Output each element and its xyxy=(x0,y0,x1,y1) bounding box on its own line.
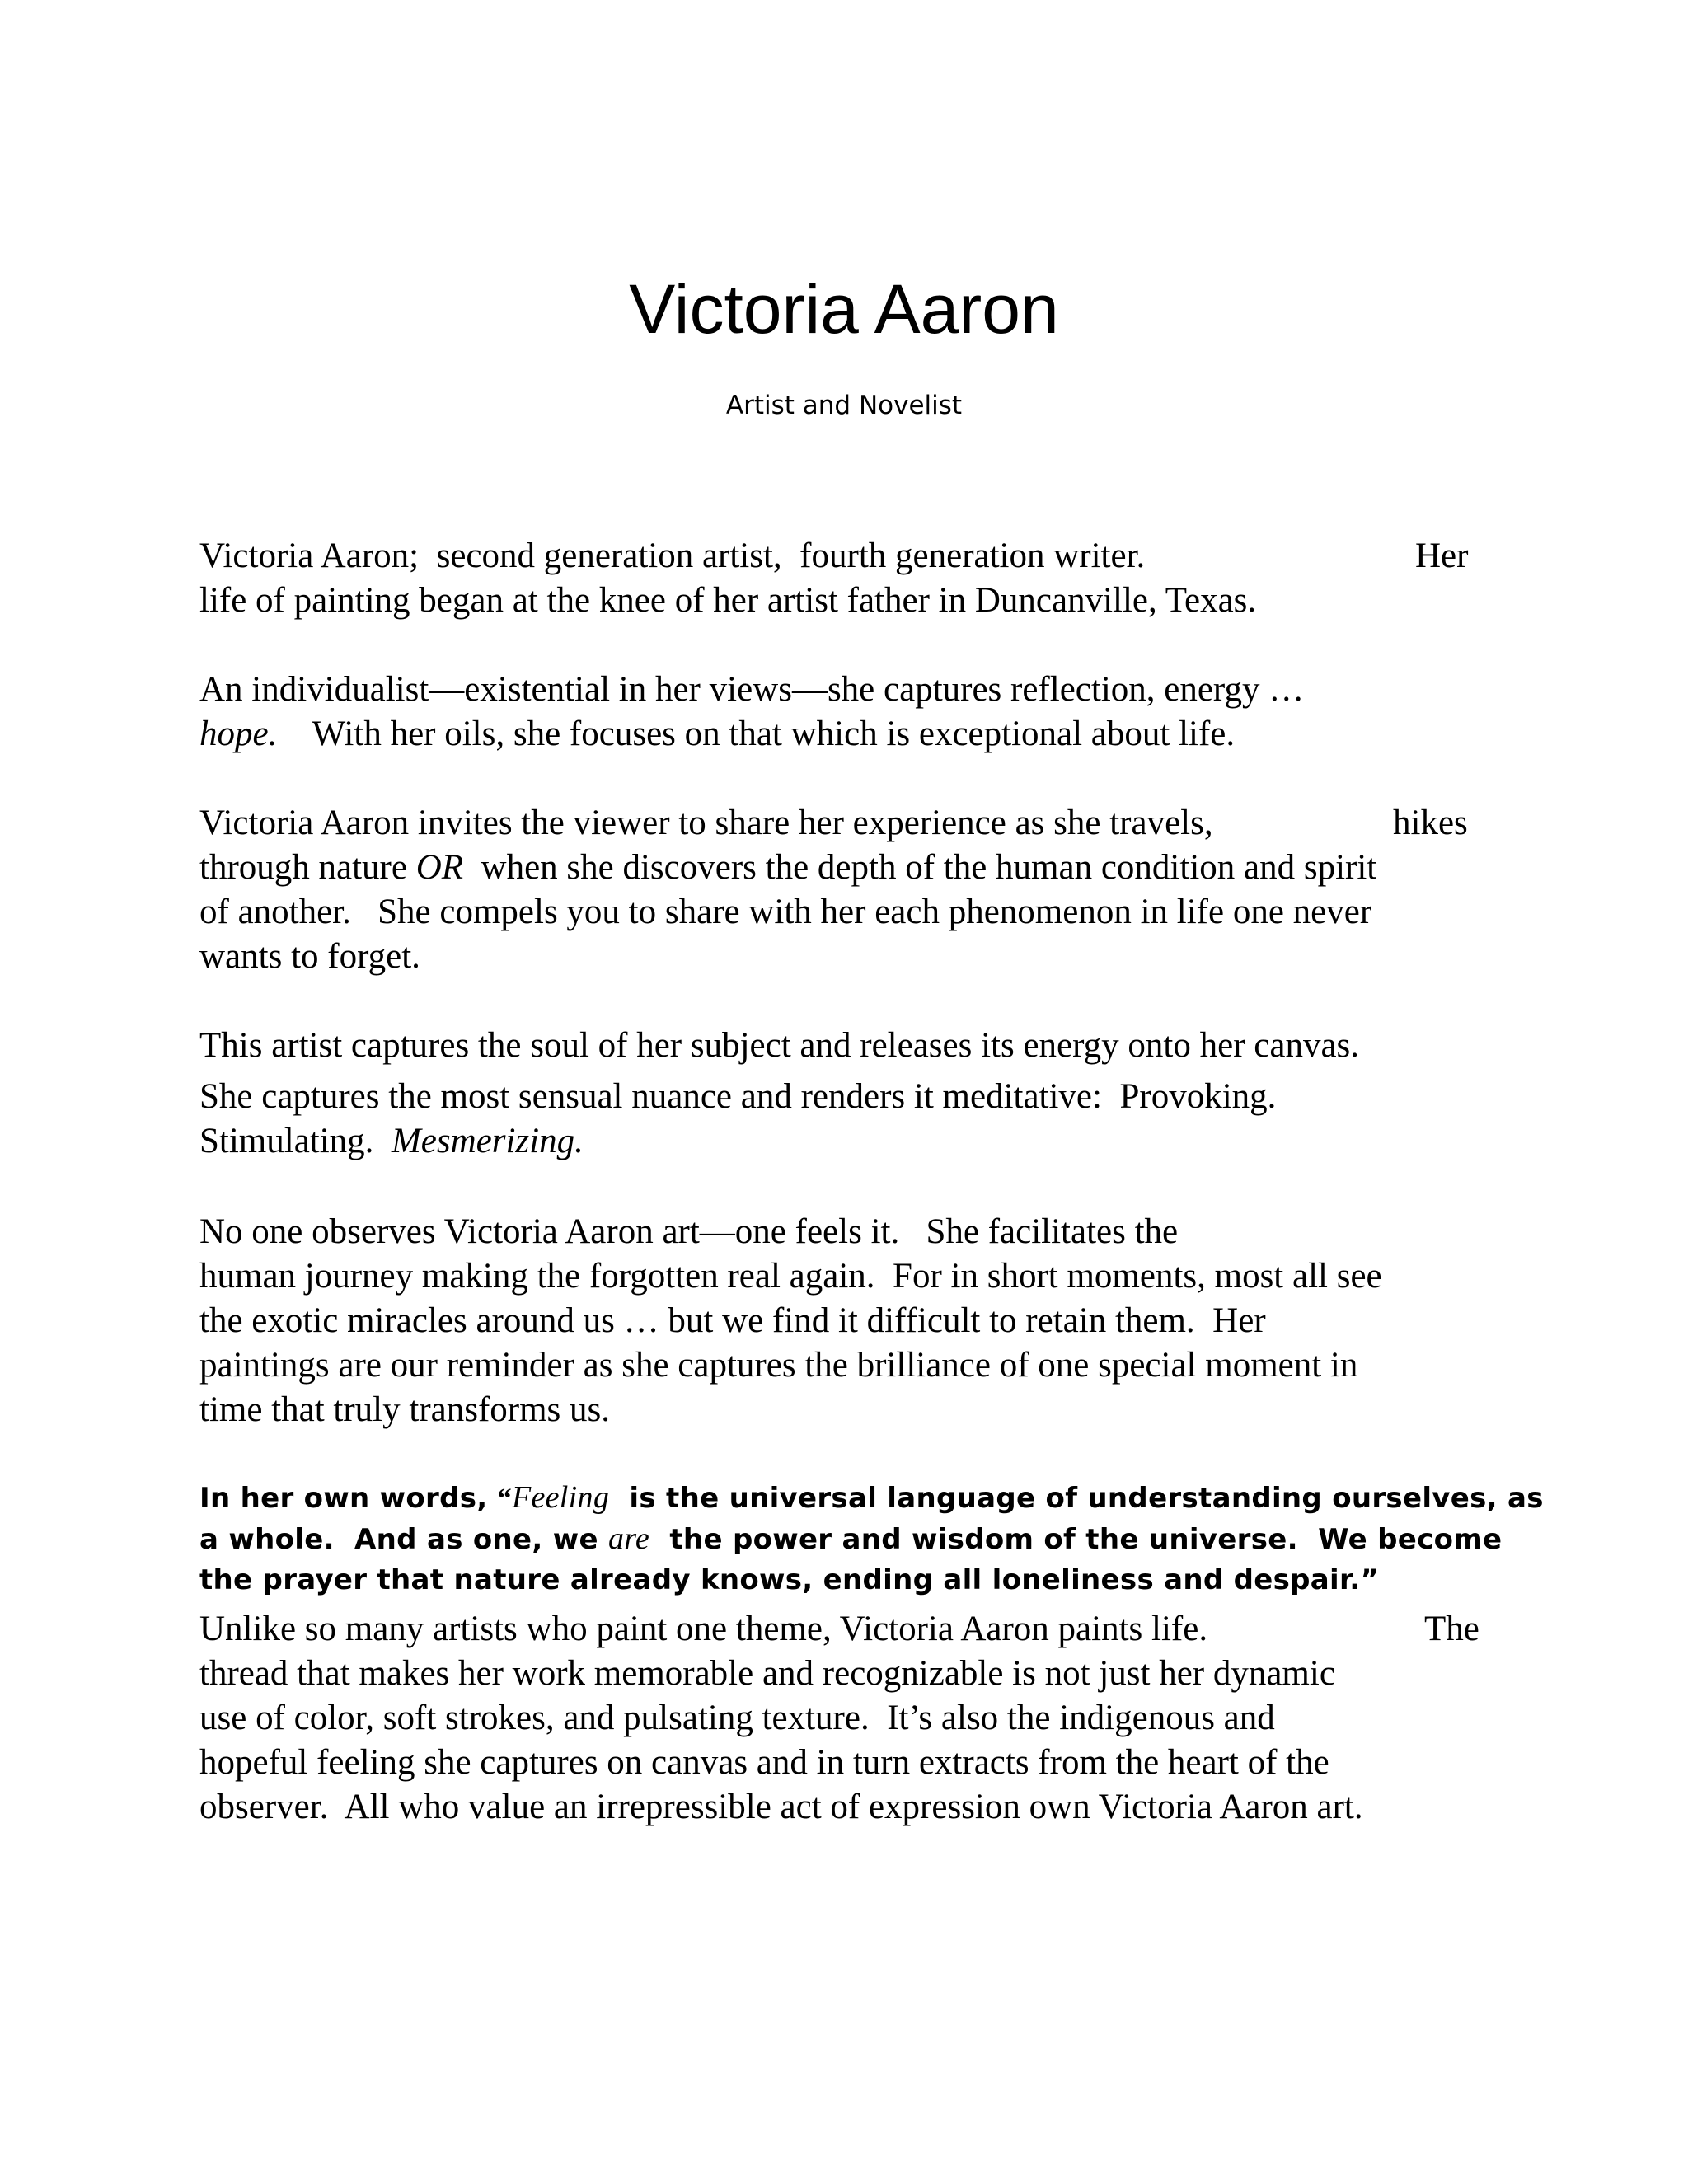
paragraph-line xyxy=(199,534,1493,579)
paragraph-line xyxy=(199,801,1493,846)
text-span: a whole. And as one, we xyxy=(199,1523,608,1556)
paragraph-line: No one observes Victoria Aaron art—one feels it. She facilitates the xyxy=(199,1212,1179,1251)
emphasis-text: Mesmerizing. xyxy=(391,1122,584,1160)
paragraph-line: thread that makes her work memorable and recognizable is not just her dynamic xyxy=(199,1654,1335,1693)
paragraph-line: An individualist—existential in her views—she captures reflection, energy … xyxy=(199,670,1305,709)
paragraph-line: She captures the most sensual nuance and renders it meditative: Provoking. xyxy=(199,1077,1277,1116)
text-span: With her oils, she focuses on that which is exceptional about life. xyxy=(277,715,1236,753)
paragraph-line xyxy=(199,712,1493,757)
paragraph-line xyxy=(199,1607,1493,1652)
line-spacer xyxy=(199,1068,1493,1075)
emphasis-text: OR xyxy=(415,848,464,887)
paragraph-line: paintings are our reminder as she captures the brilliance of one special moment in xyxy=(199,1346,1358,1385)
text-span: when she discovers the depth of the human condition and spirit xyxy=(463,848,1377,887)
paragraph-line xyxy=(199,1119,1493,1164)
paragraph-soul xyxy=(199,1024,1493,1164)
paragraph-line: human journey making the forgotten real again. For in short moments, most all see xyxy=(199,1257,1382,1296)
paragraph-line: This artist captures the soul of her subject and releases its energy onto her canvas. xyxy=(199,1026,1360,1065)
text-span: through nature xyxy=(199,848,416,887)
text-span: Her xyxy=(1415,537,1469,575)
text-span: Victoria Aaron; second generation artist, fourth generation writer. xyxy=(199,537,1146,575)
paragraph-line: time that truly transforms us. xyxy=(199,1390,611,1429)
paragraph-intro xyxy=(199,534,1493,623)
text-span: Stimulating. xyxy=(199,1122,392,1160)
paragraph-line: use of color, soft strokes, and pulsating texture. It’s also the indigenous and xyxy=(199,1699,1275,1737)
paragraph-line: the exotic miracles around us … but we find it difficult to retain them. Her xyxy=(199,1301,1266,1340)
paragraph-line xyxy=(199,846,1493,890)
emphasis-text: hope. xyxy=(199,715,278,753)
paragraph-line: observer. All who value an irrepressible act of expression own Victoria Aaron art. xyxy=(199,1788,1363,1826)
paragraph-observes xyxy=(199,1210,1493,1432)
paragraph-line: hopeful feeling she captures on canvas and in turn extracts from the heart of the xyxy=(199,1743,1329,1782)
text-span: the power and wisdom of the universe. We become xyxy=(649,1523,1503,1556)
open-quote-mark: “ xyxy=(497,1483,512,1514)
paragraph-line: life of painting began at the knee of her artist father in Duncanville, Texas. xyxy=(199,581,1257,620)
quote-line xyxy=(199,1519,1503,1560)
quote-line xyxy=(199,1478,1544,1519)
paragraph-unlike xyxy=(199,1607,1493,1830)
paragraph-line: wants to forget. xyxy=(199,937,420,976)
paragraph-invites xyxy=(199,801,1493,979)
emphasis-text: are xyxy=(607,1521,650,1556)
text-span: hikes xyxy=(1393,804,1468,842)
paragraph-line: of another. She compels you to share with her each phenomenon in life one never xyxy=(199,893,1372,931)
text-span: The xyxy=(1424,1610,1479,1648)
page-title: Victoria Aaron xyxy=(629,270,1059,348)
text-span: Unlike so many artists who paint one theme, Victoria Aaron paints life. xyxy=(199,1610,1208,1648)
page-subtitle: Artist and Novelist xyxy=(725,391,963,420)
paragraph-individualist xyxy=(199,668,1493,757)
text-span: is the universal language of understanding ourselves, as xyxy=(609,1482,1544,1515)
quote-line: the prayer that nature already knows, ending all loneliness and despair.” xyxy=(199,1563,1380,1596)
artist-quote xyxy=(199,1478,1544,1601)
text-span: Victoria Aaron invites the viewer to share her experience as she travels, xyxy=(199,804,1213,842)
text-span: In her own words, xyxy=(199,1482,498,1515)
emphasis-text: Feeling xyxy=(511,1480,610,1515)
